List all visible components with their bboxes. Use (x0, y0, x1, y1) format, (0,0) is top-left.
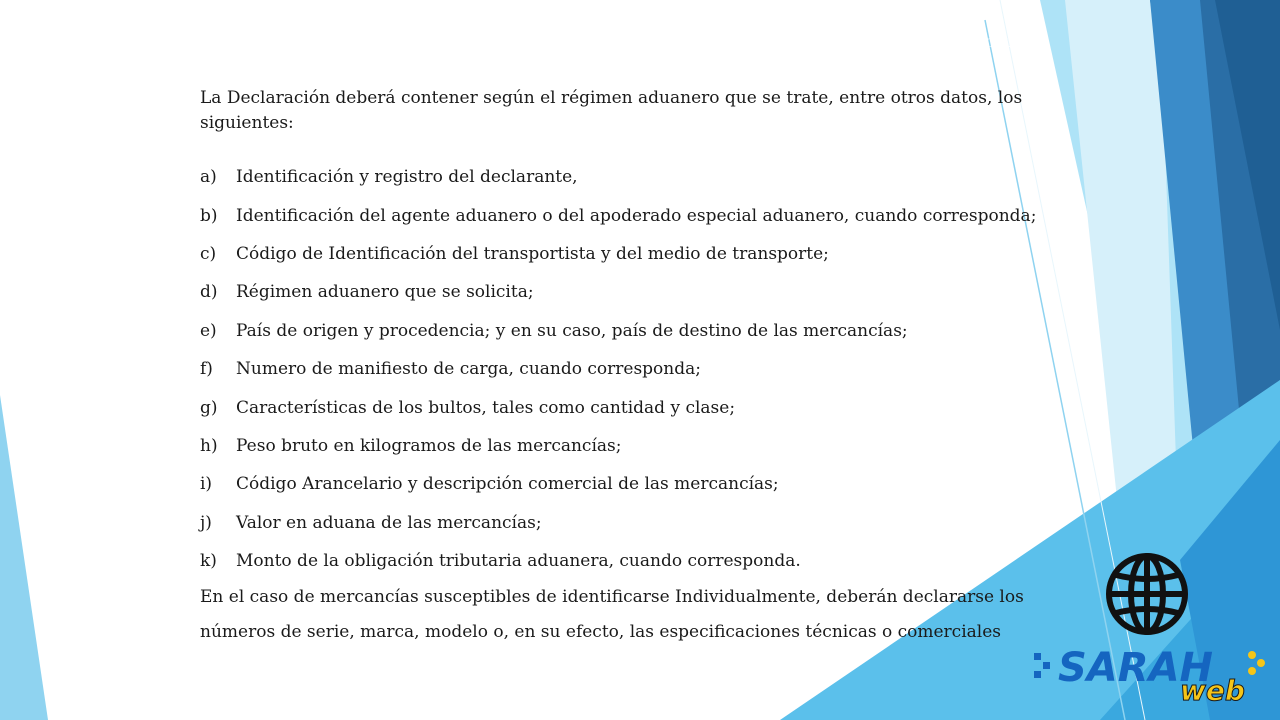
closing-line-1: En el caso de mercancías susceptibles de identificarse Individualmente, deberán declararse los (200, 587, 1024, 608)
list-item: e) País de origen y procedencia; y en su caso, país de destino de las mercancías; (200, 320, 908, 341)
sarah-web-logo (1030, 645, 1270, 705)
list-item: b) Identificación del agente aduanero o del apoderado especial aduanero, cuando corresponda; (200, 205, 1037, 226)
slide-content (200, 86, 1080, 650)
list-item: f) Numero de manifiesto de carga, cuando corresponda; (200, 359, 701, 380)
list-item: i) Código Arancelario y descripción comercial de las mercancías; (200, 474, 779, 495)
list-item: h) Peso bruto en kilogramos de las mercancías; (200, 435, 622, 456)
list-item: k) Monto de la obligación tributaria aduanera, cuando corresponda. (200, 551, 801, 572)
list-item: a) Identificación y registro del declarante, (200, 167, 578, 188)
requirements-list (200, 158, 1080, 580)
intro-paragraph: La Declaración deberá contener según el régimen aduanero que se trate, entre otros datos, los siguientes: (200, 88, 1023, 133)
closing-line-2: números de serie, marca, modelo o, en su efecto, las especificaciones técnicas o comerciales (200, 622, 1002, 643)
globe-icon (1104, 551, 1190, 637)
list-item: g) Características de los bultos, tales como cantidad y clase; (200, 397, 736, 418)
logo-sub-text: web (1180, 674, 1245, 705)
list-item: d) Régimen aduanero que se solicita; (200, 282, 534, 303)
header-title: CAUCA) (985, 35, 1038, 50)
logo-main-text: SARAH (1058, 645, 1213, 691)
list-item: c) Código de Identificación del transportista y del medio de transporte; (200, 243, 829, 264)
list-item: j) Valor en aduana de las mercancías; (200, 512, 542, 533)
